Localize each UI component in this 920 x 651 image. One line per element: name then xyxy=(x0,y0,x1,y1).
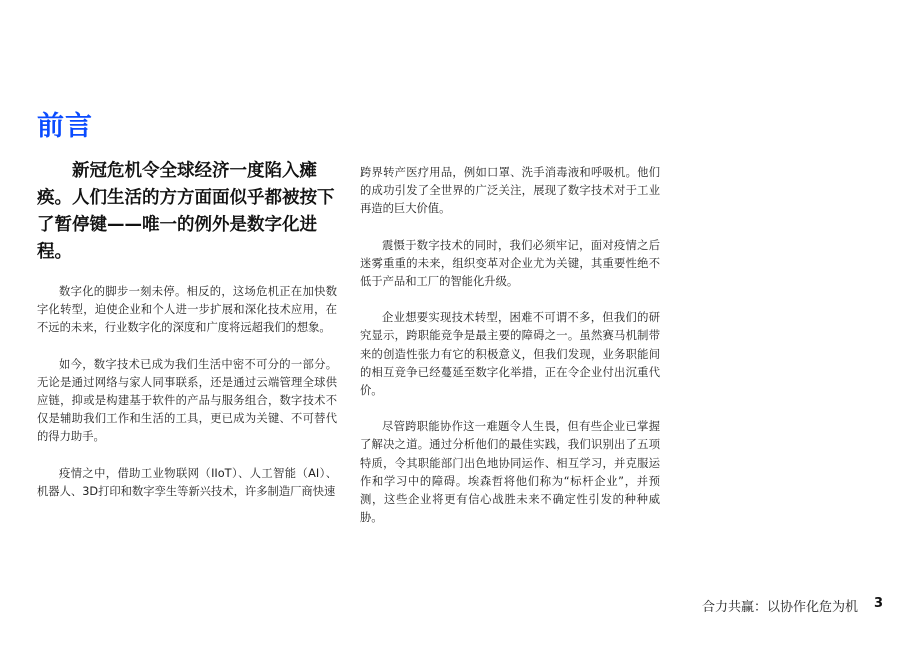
right-column xyxy=(360,164,660,545)
lead-paragraph: 新冠危机令全球经济一度陷入瘫痪。人们生活的方方面面似乎都被按下了暂停键——唯一的例外是数字化进程。 xyxy=(37,161,335,262)
body-paragraph: 跨界转产医疗用品，例如口罩、洗手消毒液和呼吸机。他们的成功引发了全世界的广泛关注，展现了数字技术对于工业再造的巨大价值。 xyxy=(360,166,660,216)
body-paragraph: 震慑于数字技术的同时，我们必须牢记，面对疫情之后迷雾重重的未来，组织变革对企业尤为关键，其重要性绝不低于产品和工厂的智能化升级。 xyxy=(360,238,660,289)
body-paragraph: 如今，数字技术已成为我们生活中密不可分的一部分。无论是通过网络与家人同事联系，还是通过云端管理全球供应链，抑或是构建基于软件的产品与服务组合，数字技术不仅是辅助我们工作和生活的工具，更已成为关键、不可替代的得力助手。 xyxy=(37,357,337,444)
body-paragraph: 疫情之中，借助工业物联网（IIoT）、人工智能（AI）、机器人、3D打印和数字孪生等新兴技术，许多制造厂商快速 xyxy=(37,466,337,498)
page-number: 3 xyxy=(874,596,884,611)
left-column xyxy=(37,158,337,519)
footer-document-title: 合力共赢：以协作化危为机 xyxy=(701,600,858,615)
page-title: 前言 xyxy=(37,111,93,142)
body-paragraph: 尽管跨职能协作这一难题令人生畏，但有些企业已掌握了解决之道。通过分析他们的最佳实践，我们识别出了五项特质，令其职能部门出色地协同运作、相互学习，并克服运作和学习中的障碍。埃森哲将他们称为“标杆企业”，并预测，这些企业将更有信心战胜未来不确定性引发的种种威胁。 xyxy=(360,420,660,525)
body-paragraph: 企业想要实现技术转型，困难不可谓不多，但我们的研究显示，跨职能竞争是最主要的障碍之一。虽然赛马机制带来的创造性张力有它的积极意义，但我们发现，业务职能间的相互竞争已经蔓延至数字化举措，正在令企业付出沉重代价。 xyxy=(360,311,660,398)
body-paragraph: 数字化的脚步一刻未停。相反的，这场危机正在加快数字化转型，迫使企业和个人进一步扩展和深化技术应用，在不远的未来，行业数字化的深度和广度将远超我们的想象。 xyxy=(37,285,337,335)
